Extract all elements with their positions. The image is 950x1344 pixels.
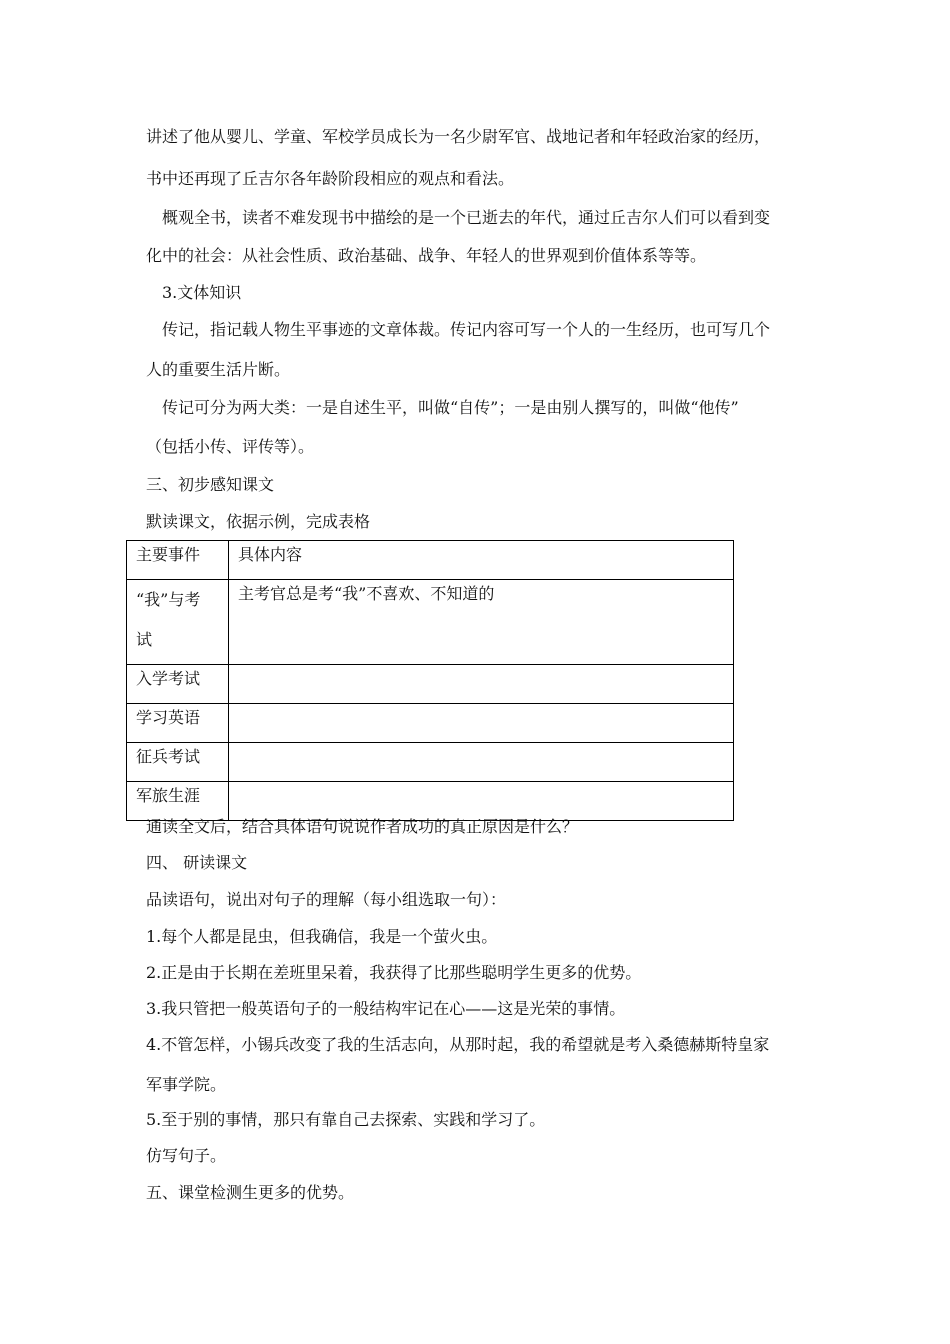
table-cell-event: 学习英语 — [127, 704, 229, 743]
paragraph-line: 传记，指记载人物生平事迹的文章体裁。传记内容可写一个人的一生经历，也可写几个 — [162, 320, 771, 339]
table-row — [127, 704, 734, 743]
paragraph-line: 传记可分为两大类：一是自述生平，叫做“自传”；一是由别人撰写的，叫做“他传” — [162, 398, 739, 417]
table-cell-content[interactable] — [229, 782, 734, 821]
list-item: 3.我只管把一般英语句子的一般结构牢记在心——这是光荣的事情。 — [146, 999, 626, 1018]
list-item: 1.每个人都是昆虫，但我确信，我是一个萤火虫。 — [146, 927, 498, 946]
table-row — [127, 665, 734, 704]
event-text-line: 试 — [136, 630, 153, 649]
table-cell-content[interactable] — [229, 580, 734, 665]
list-item: 2.正是由于长期在差班里呆着，我获得了比那些聪明学生更多的优势。 — [146, 963, 642, 982]
paragraph-line: 品读语句，说出对句子的理解（每小组选取一句）： — [146, 890, 507, 909]
table-row — [127, 782, 734, 821]
paragraph-line: 仿写句子。 — [146, 1146, 227, 1165]
paragraph-line: 讲述了他从婴儿、学童、军校学员成长为一名少尉军官、战地记者和年轻政治家的经历， — [146, 127, 771, 146]
table-cell-event: 入学考试 — [127, 665, 229, 704]
table-cell-content[interactable] — [229, 665, 734, 704]
section-heading: 3.文体知识 — [162, 283, 242, 302]
table-header-cell: 主要事件 — [127, 541, 229, 580]
table-cell-event: 军旅生涯 — [127, 782, 229, 821]
list-item: 4.不管怎样，小锡兵改变了我的生活志向，从那时起，我的希望就是考入桑德赫斯特皇家 — [146, 1035, 770, 1054]
question-line: 通读全文后，结合具体语句说说作者成功的真正原因是什么？ — [146, 817, 579, 836]
table-row — [127, 580, 734, 665]
paragraph-line: 书中还再现了丘吉尔各年龄阶段相应的观点和看法。 — [146, 169, 515, 188]
table-header-cell: 具体内容 — [229, 541, 734, 580]
section-heading: 四、 研读课文 — [146, 853, 248, 872]
content-text: 主考官总是考“我”不喜欢、不知道的 — [238, 584, 495, 603]
section-heading: 三、初步感知课文 — [146, 475, 275, 494]
paragraph-line: 化中的社会：从社会性质、政治基础、战争、年轻人的世界观到价值体系等等。 — [146, 246, 707, 265]
list-item: 5.至于别的事情，那只有靠自己去探索、实践和学习了。 — [146, 1110, 546, 1129]
table-cell-event — [127, 580, 229, 665]
table-cell-content[interactable] — [229, 704, 734, 743]
events-table — [126, 540, 734, 821]
paragraph-line: （包括小传、评传等）。 — [146, 437, 315, 456]
section-heading: 五、课堂检测生更多的优势。 — [146, 1183, 355, 1202]
list-item-continued: 军事学院。 — [146, 1075, 227, 1094]
paragraph-line: 概观全书，读者不难发现书中描绘的是一个已逝去的年代，通过丘吉尔人们可以看到变 — [162, 208, 771, 227]
table-header-row — [127, 541, 734, 580]
paragraph-line: 默读课文，依据示例，完成表格 — [146, 512, 371, 531]
table-cell-content[interactable] — [229, 743, 734, 782]
table-row — [127, 743, 734, 782]
paragraph-line: 人的重要生活片断。 — [146, 360, 291, 379]
event-text-line: “我”与考 — [136, 590, 201, 609]
table-cell-event: 征兵考试 — [127, 743, 229, 782]
